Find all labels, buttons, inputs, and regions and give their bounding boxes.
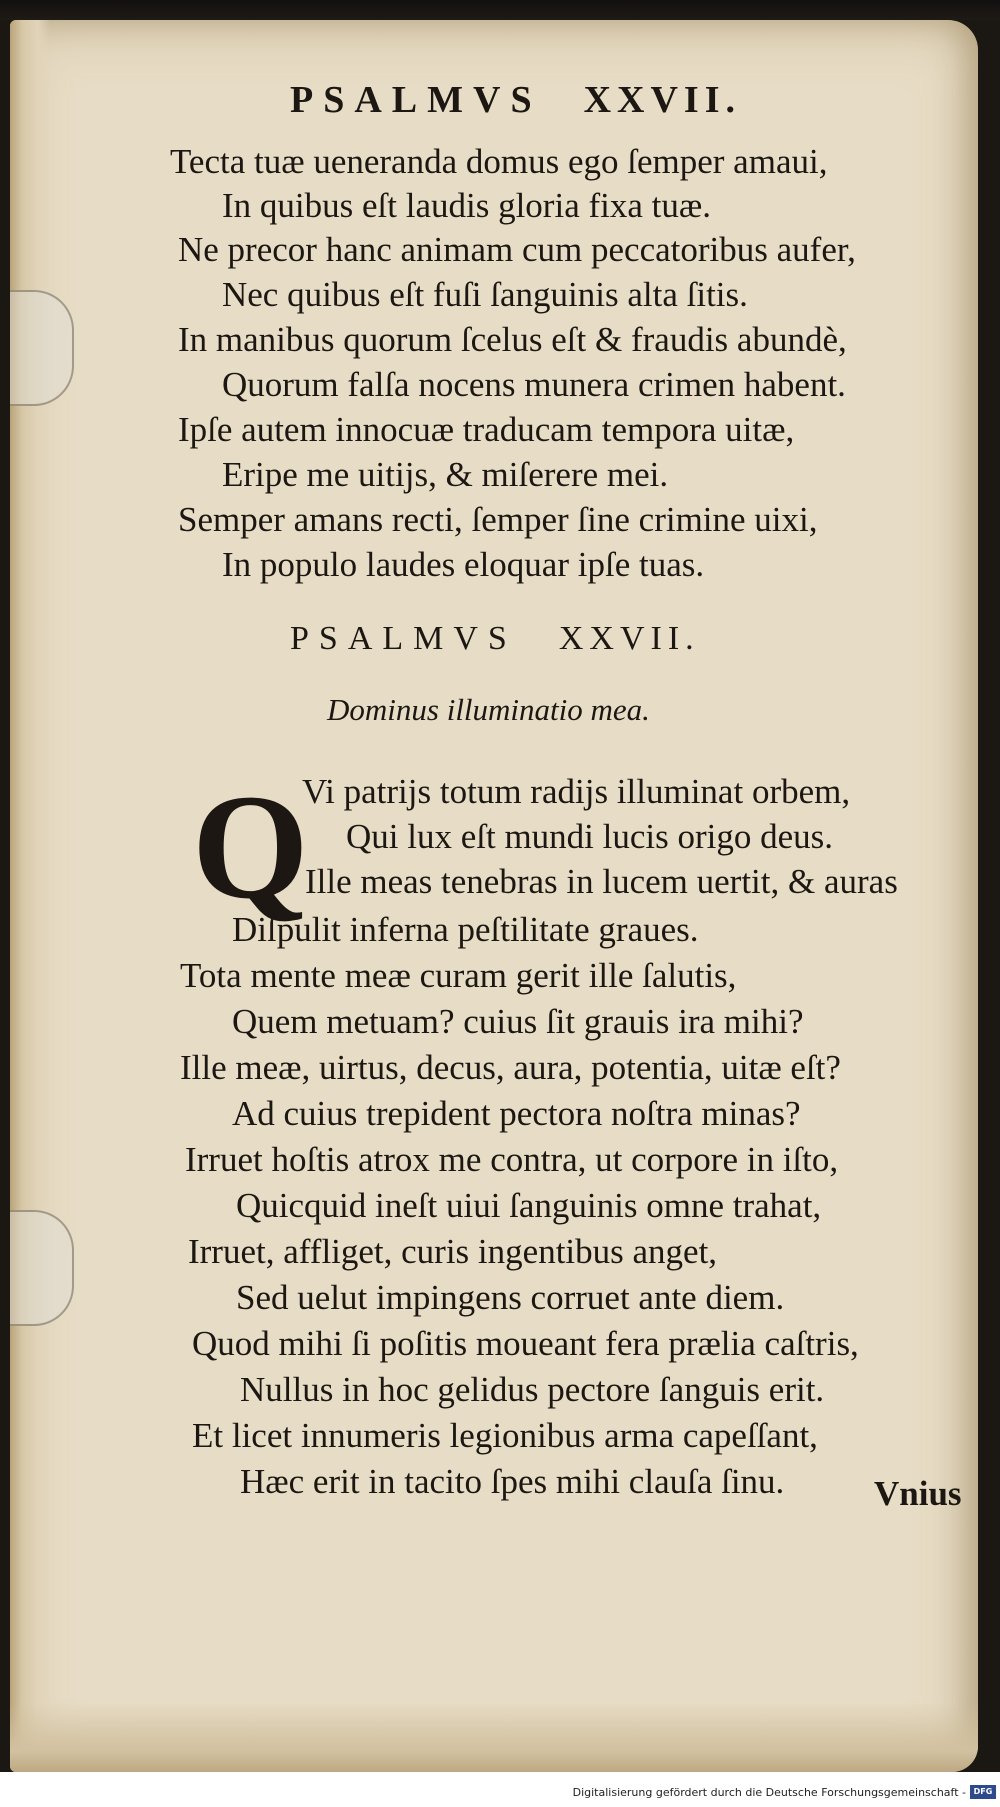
verse-line: In manibus quorum ſcelus eſt & fraudis abundè, <box>178 320 847 359</box>
verse-line: Ille meas tenebras in lucem uertit, & auras <box>305 862 898 901</box>
verse-line: Semper amans recti, ſemper ſine crimine uixi, <box>178 500 818 539</box>
book-page <box>10 20 978 1772</box>
verse-line: Quod mihi ſi poſitis moueant fera prælia caſtris, <box>192 1324 859 1363</box>
verse-line: Ne precor hanc animam cum peccatoribus aufer, <box>178 230 856 269</box>
verse-line: Ille meæ, uirtus, decus, aura, potentia, uitæ eſt? <box>180 1048 841 1087</box>
verse-line: Diſpulit inferna peſtilitate graues. <box>232 910 699 949</box>
verse-line: Sed uelut impingens corruet ante diem. <box>236 1278 785 1317</box>
verse-line: In quibus eſt laudis gloria fixa tuæ. <box>222 186 711 225</box>
verse-line: Nullus in hoc gelidus pectore ſanguis erit. <box>240 1370 825 1409</box>
digitization-footer <box>0 1772 1000 1807</box>
verse-line: Nec quibus eſt fuſi ſanguinis alta ſitis. <box>222 275 748 314</box>
verse-line: Irruet hoſtis atrox me contra, ut corpore in iſto, <box>185 1140 839 1179</box>
psalm-heading <box>290 620 700 658</box>
psalm-subtitle: Dominus illuminatio mea. <box>327 692 650 727</box>
verse-line: Eripe me uitijs, & miſerere mei. <box>222 455 669 494</box>
running-head-number: XXVII. <box>583 79 741 121</box>
psalm-heading-number: XXVII. <box>558 620 700 657</box>
verse-line: Tota mente meæ curam gerit ille ſalutis, <box>180 956 737 995</box>
verse-line: Quem metuam? cuius ſit grauis ira mihi? <box>232 1002 804 1041</box>
verse-line: Quicquid ineſt uiui ſanguinis omne trahat, <box>236 1186 822 1225</box>
verse-line: In populo laudes eloquar ipſe tuas. <box>222 545 705 584</box>
page-text <box>10 20 978 1772</box>
verse-line: Et licet innumeris legionibus arma capeſſant, <box>192 1416 818 1455</box>
verse-line: Ad cuius trepident pectora noſtra minas? <box>232 1094 801 1133</box>
catchword: Vnius <box>874 1474 962 1513</box>
verse-line: Tecta tuæ ueneranda domus ego ſemper amaui, <box>170 142 828 181</box>
verse-line: Ipſe autem innocuæ traducam tempora uitæ, <box>178 410 795 449</box>
verse-line: Qui lux eſt mundi lucis origo deus. <box>346 817 834 856</box>
verse-line: Quorum falſa nocens munera crimen habent. <box>222 365 846 404</box>
funding-credit: Digitalisierung gefördert durch die Deutsche Forschungsgemeinschaft - <box>572 1786 966 1799</box>
running-head <box>290 78 741 122</box>
psalm-heading-word: PSALMVS <box>290 620 517 657</box>
running-head-word: PSALMVS <box>290 79 542 121</box>
verse-line: Vi patrijs totum radijs illuminat orbem, <box>302 772 851 811</box>
drop-cap-initial: Q <box>192 764 309 930</box>
verse-line: Hæc erit in tacito ſpes mihi clauſa ſinu. <box>240 1462 785 1501</box>
verse-line: Irruet, affliget, curis ingentibus anget, <box>188 1232 718 1271</box>
scan-top-edge <box>0 0 1000 20</box>
dfg-logo-icon: DFG <box>970 1785 996 1799</box>
